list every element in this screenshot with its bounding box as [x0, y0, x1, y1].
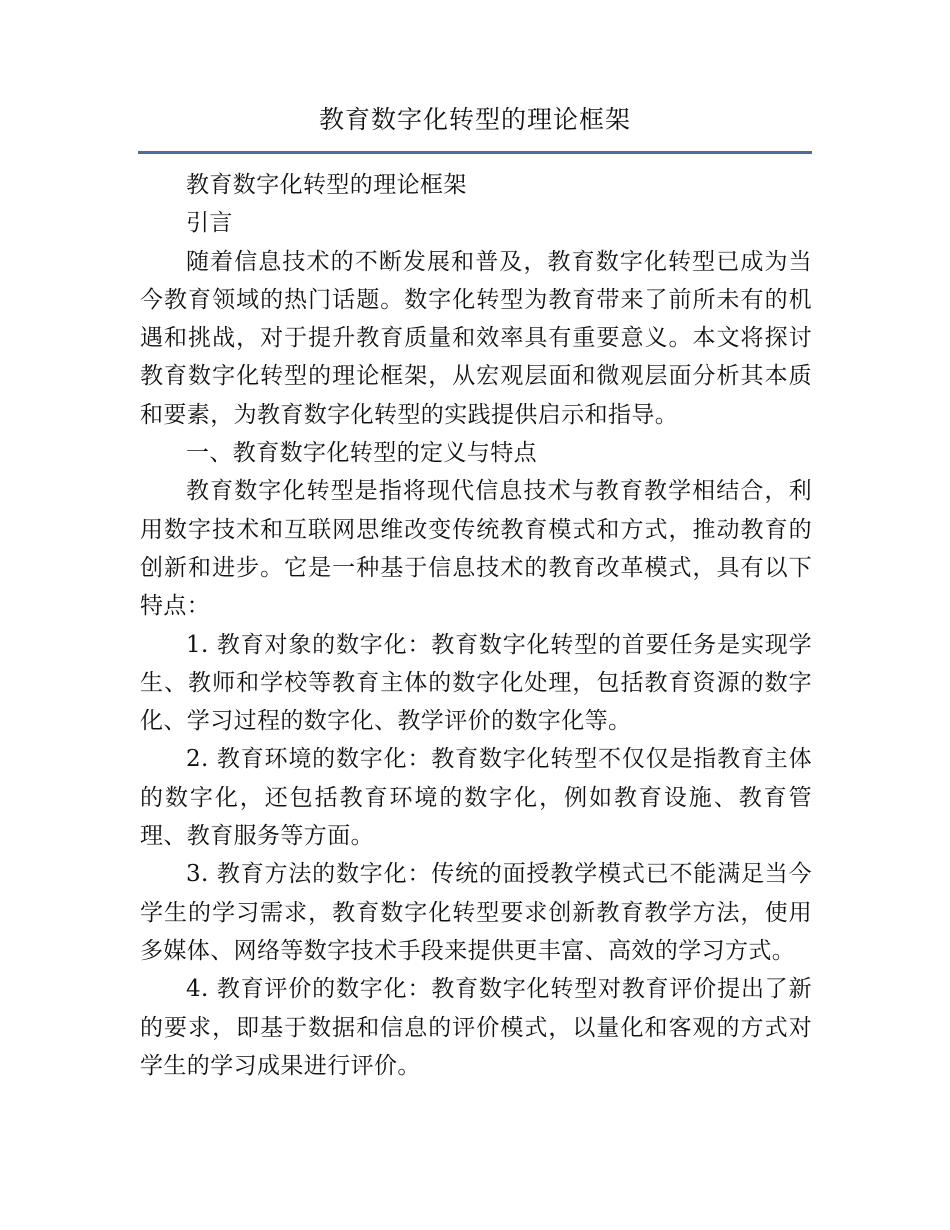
paragraph-definition: 教育数字化转型是指将现代信息技术与教育教学相结合，利用数字技术和互联网思维改变传统教育模式和方式，推动教育的创新和进步。它是一种基于信息技术的教育改革模式，具有以下特点： — [140, 478, 812, 620]
header-divider — [138, 151, 812, 154]
document-title-line: 教育数字化转型的理论框架 — [186, 172, 467, 198]
page-header-title: 教育数字化转型的理论框架 — [318, 105, 631, 134]
section-heading-introduction: 引言 — [186, 210, 233, 237]
section-heading-definition: 一、教育数字化转型的定义与特点 — [186, 440, 537, 467]
list-item-1: 1. 教育对象的数字化：教育数字化转型的首要任务是实现学生、教师和学校等教育主体的数字化处理，包括教育资源的数字化、学习过程的数字化、教学评价的数字化等。 — [140, 631, 812, 735]
paragraph-introduction: 随着信息技术的不断发展和普及，教育数字化转型已成为当今教育领域的热门话题。数字化转型为教育带来了前所未有的机遇和挑战，对于提升教育质量和效率具有重要意义。本文将探讨教育数字化转型的理论框架，从宏观层面和微观层面分析其本质和要素，为教育数字化转型的实践提供启示和指导。 — [140, 248, 812, 428]
list-item-2: 2. 教育环境的数字化：教育数字化转型不仅仅是指教育主体的数字化，还包括教育环境的数字化，例如教育设施、教育管理、教育服务等方面。 — [140, 746, 812, 850]
list-item-4: 4. 教育评价的数字化：教育数字化转型对教育评价提出了新的要求，即基于数据和信息的评价模式，以量化和客观的方式对学生的学习成果进行评价。 — [140, 976, 812, 1079]
document-body — [140, 166, 812, 1085]
list-item-3: 3. 教育方法的数字化：传统的面授教学模式已不能满足当今学生的学习需求，教育数字化转型要求创新教育教学方法，使用多媒体、网络等数字技术手段来提供更丰富、高效的学习方式。 — [140, 861, 812, 964]
